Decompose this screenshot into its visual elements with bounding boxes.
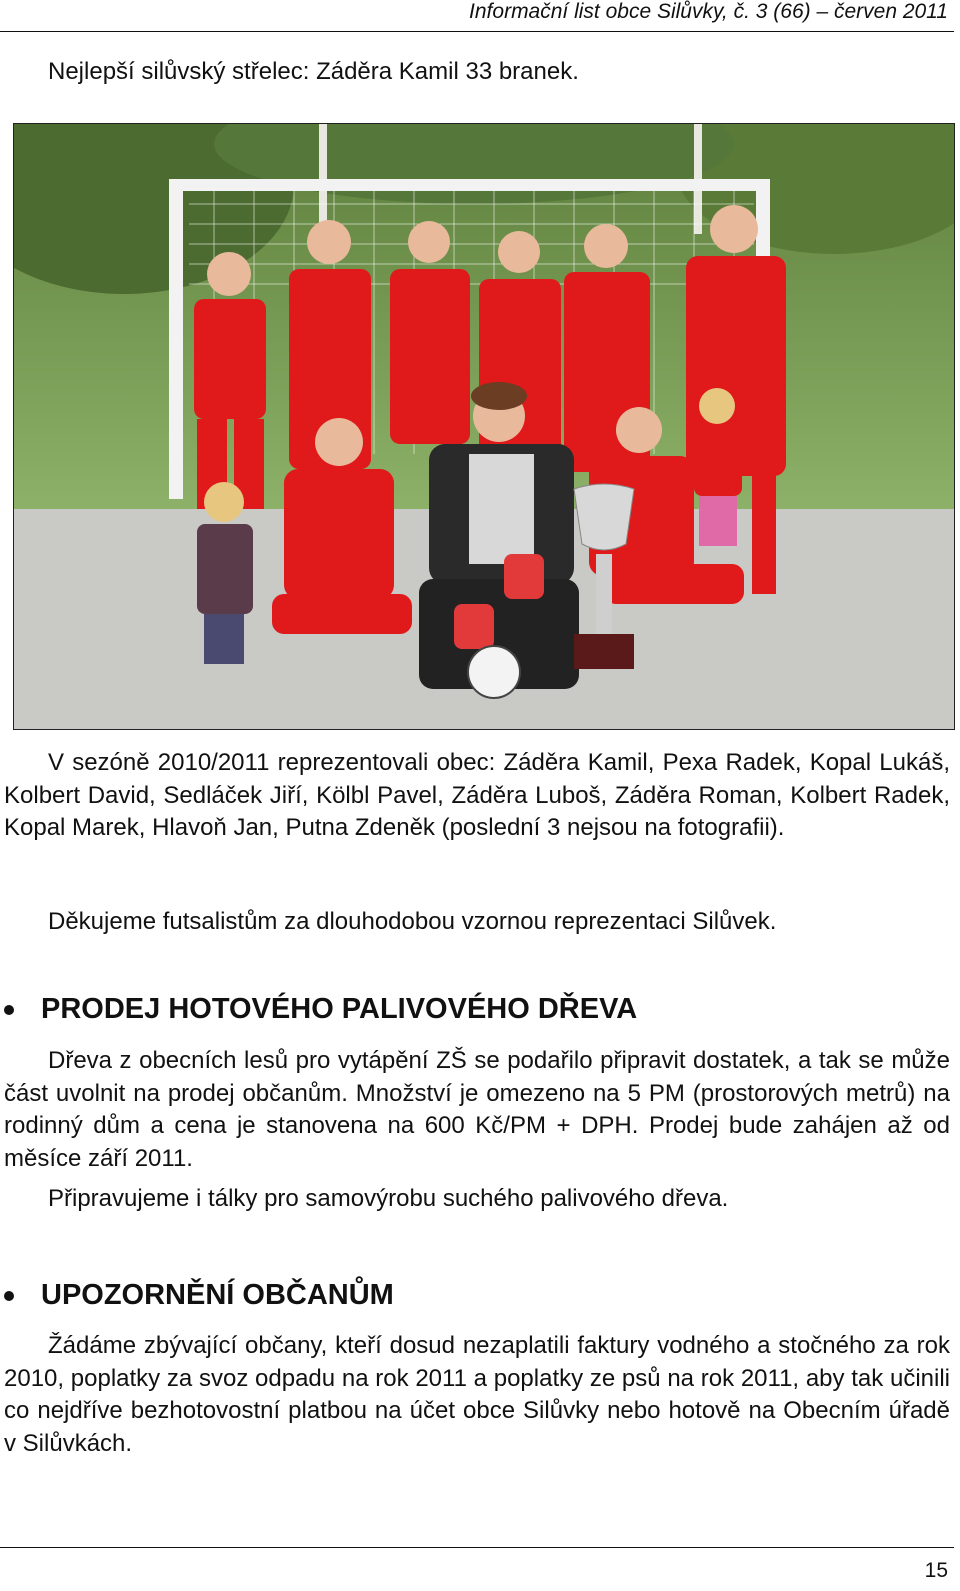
notice-heading [4,1279,394,1312]
team-photo-illustration [14,124,954,729]
firewood-paragraph: Dřeva z obecních lesů pro vytápění ZŠ se podařilo připravit dostatek, a tak se může část uvolnit na prodej občanům. Množství je omezeno na 5 PM (prostorových metrů) na rodinný dům a cena je stanovena na 600 Kč/PM + DPH. Prodej bude zahájen až od měsíce září 2011. [4,1047,950,1172]
page-header [0,0,954,33]
team-photo [13,123,955,730]
top-scorer-line: Nejlepší silůvský střelec: Záděra Kamil 33 branek. [48,58,579,85]
header-divider [0,31,954,32]
publication-title: Informační list obce Silůvky, č. 3 (66) – červen 2011 [469,0,948,23]
notice-heading-text: UPOZORNĚNÍ OBČANŮM [41,1279,394,1311]
firewood-heading-text: PRODEJ HOTOVÉHO PALIVOVÉHO DŘEVA [41,993,638,1025]
notice-paragraph: Žádáme zbývající občany, kteří dosud nezaplatili faktury vodného a stočného za rok 2010, poplatky za svoz odpadu na rok 2011 a poplatky ze psů na rok 2011, aby tak učinili co nejdříve bezhotovostní platbou na účet obce Silůvky nebo hotově na Obecním úřadě v Silůvkách. [4,1332,950,1457]
firewood-heading [4,993,637,1026]
page-number: 15 [924,1559,948,1582]
footer-divider [0,1547,954,1548]
bullet-icon [4,1005,14,1015]
thanks-line: Děkujeme futsalistům za dlouhodobou vzornou reprezentaci Silůvek. [48,908,777,935]
team-roster-paragraph: V sezóně 2010/2011 reprezentovali obec: Záděra Kamil, Pexa Radek, Kopal Lukáš, Kolbert David, Sedláček Jiří, Kölbl Pavel, Záděra Luboš, Záděra Roman, Kolbert Radek, Kopal Marek, Hlavoň Jan, Putna Zdeněk (poslední 3 nejsou na fotografii). [4,749,950,841]
bullet-icon [4,1291,14,1301]
firewood-note: Připravujeme i tálky pro samovýrobu suchého palivového dřeva. [48,1185,729,1212]
